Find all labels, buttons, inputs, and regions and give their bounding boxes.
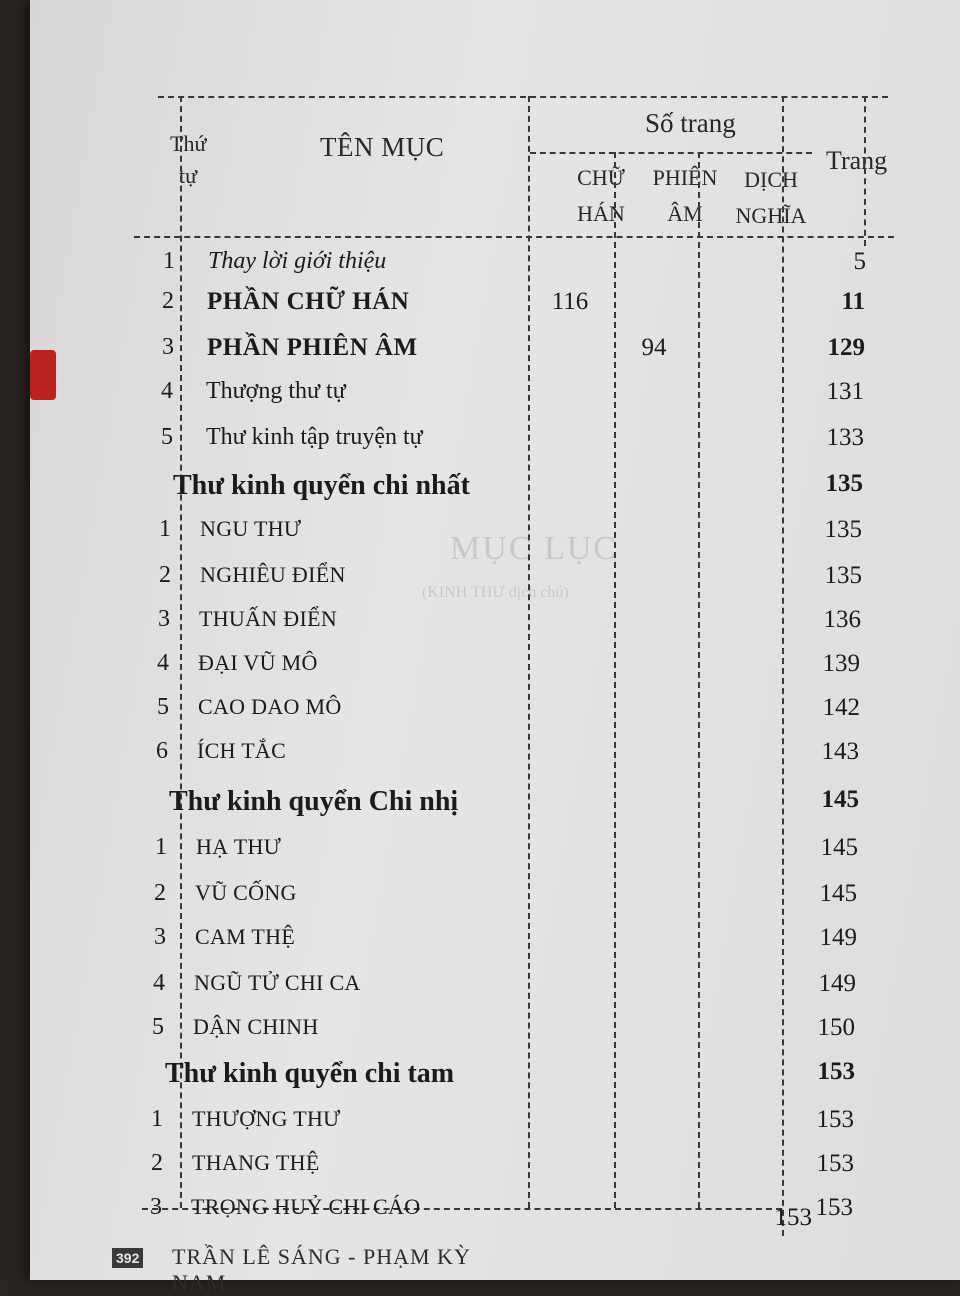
table-row [30,738,960,782]
row-title: Thượng thư tự [206,378,346,404]
row-number: 5 [157,694,169,720]
row-number: 2 [162,288,174,314]
page-number: 145 [821,786,859,813]
row-title: Thư kinh quyển chi tam [165,1058,455,1089]
row-title: VŨ CỐNG [195,880,297,905]
page-number: 153 [816,1150,854,1177]
page-number-badge: 392 [112,1248,143,1268]
page-number: 5 [853,248,866,275]
row-title: Thay lời giới thiệu [208,248,387,274]
page-number: 135 [824,516,862,543]
col-header-trang: Trang [826,146,888,175]
row-number: 2 [151,1150,163,1176]
row-title: THUẤN ĐIỂN [199,606,338,631]
row-title: THANG THỆ [192,1150,320,1175]
table-row [30,562,960,606]
row-number: 3 [158,606,170,632]
row-number: 3 [150,1194,162,1220]
col-header-thu-tu: Thứ tự [170,131,207,188]
row-title: Thư kinh quyển Chi nhị [169,786,459,817]
row-number: 2 [154,880,166,906]
header-sub-divider [530,152,812,154]
row-title: CAM THỆ [195,924,296,949]
watermark-subtitle: (KINH THƯ dịch chú) [422,584,569,601]
col-header-ten-muc: TÊN MỤC [320,132,445,162]
row-title: PHẦN PHIÊN ÂM [207,334,418,361]
row-number: 2 [159,562,171,588]
page-number: 135 [825,470,863,497]
page-number: 145 [820,834,858,861]
page-number: 149 [818,970,856,997]
row-title: TRỌNG HUỶ CHI CÁO [191,1194,421,1219]
row-number: 4 [161,378,173,404]
row-title: NGU THƯ [200,516,302,541]
table-row [30,834,960,878]
row-number: 1 [159,516,171,542]
page-number: 143 [821,738,859,765]
table-row [30,470,960,514]
table-row [30,970,960,1014]
row-number: 4 [153,970,165,996]
row-number: 1 [163,248,175,274]
page-number: 153 [815,1194,853,1221]
table-row [30,288,960,332]
page-number: 136 [823,606,861,633]
row-title: HẠ THƯ [196,834,282,859]
table-right-border [864,96,866,246]
page-number: 153 [817,1058,855,1085]
page-number: 133 [826,424,864,451]
page-number: 11 [841,288,865,315]
table-row [30,248,960,292]
table-top-line [158,96,888,98]
row-number: 3 [162,334,174,360]
table-row [30,1058,960,1102]
row-title: Thư kinh tập truyện tự [206,424,423,450]
page-number: 150 [817,1014,855,1041]
col-header-so-trang: Số trang [645,108,736,138]
col-header-chu-han: CHỮ HÁN [577,165,625,226]
page-number: 145 [819,880,857,907]
row-number: 1 [155,834,167,860]
table-row [30,606,960,650]
footer-author: TRẦN LÊ SÁNG - PHẠM KỲ NAM [172,1244,471,1295]
table-row [30,1106,960,1150]
page-number: 139 [822,650,860,677]
chu-han-page: 116 [551,288,589,315]
row-title: DẬN CHINH [193,1014,319,1039]
col-header-phien-am: PHIÊN ÂM [652,165,718,226]
row-title: ĐẠI VŨ MÔ [198,650,318,675]
row-number: 1 [151,1106,163,1132]
table-row [30,880,960,924]
table-row [30,516,960,560]
table-row [30,378,960,422]
table-row [30,1014,960,1058]
table-row [30,424,960,468]
last-page-number: 153 [774,1204,812,1231]
table-row [30,694,960,738]
table-row [30,1150,960,1194]
table-row [30,924,960,968]
watermark-title: MỤC LỤC [450,530,618,567]
table-row [30,650,960,694]
page-number: 153 [816,1106,854,1133]
row-title: NGŨ TỬ CHI CA [194,970,361,995]
row-number: 4 [157,650,169,676]
col-header-dich-nghia: DỊCH NGHĨA [735,167,807,228]
table-row [30,1194,960,1238]
page-number: 149 [819,924,857,951]
table-row [30,334,960,378]
row-number: 5 [152,1014,164,1040]
page-number: 129 [827,334,865,361]
table-row [30,786,960,830]
page-number: 131 [826,378,864,405]
row-title: CAO DAO MÔ [198,694,342,719]
page-number: 142 [822,694,860,721]
row-number: 6 [156,738,168,764]
page-footer [112,1244,472,1295]
row-title: Thư kinh quyển chi nhất [173,470,470,501]
header-bottom-line [134,236,894,238]
row-number: 5 [161,424,173,450]
row-title: ÍCH TẮC [197,738,287,763]
book-page [30,0,960,1295]
row-number: 3 [154,924,166,950]
row-title: THƯỢNG THƯ [192,1106,341,1131]
phien-am-page: 94 [641,334,667,361]
row-title: PHẦN CHỮ HÁN [207,288,410,315]
row-title: NGHIÊU ĐIỂN [200,562,346,587]
page-number: 135 [824,562,862,589]
